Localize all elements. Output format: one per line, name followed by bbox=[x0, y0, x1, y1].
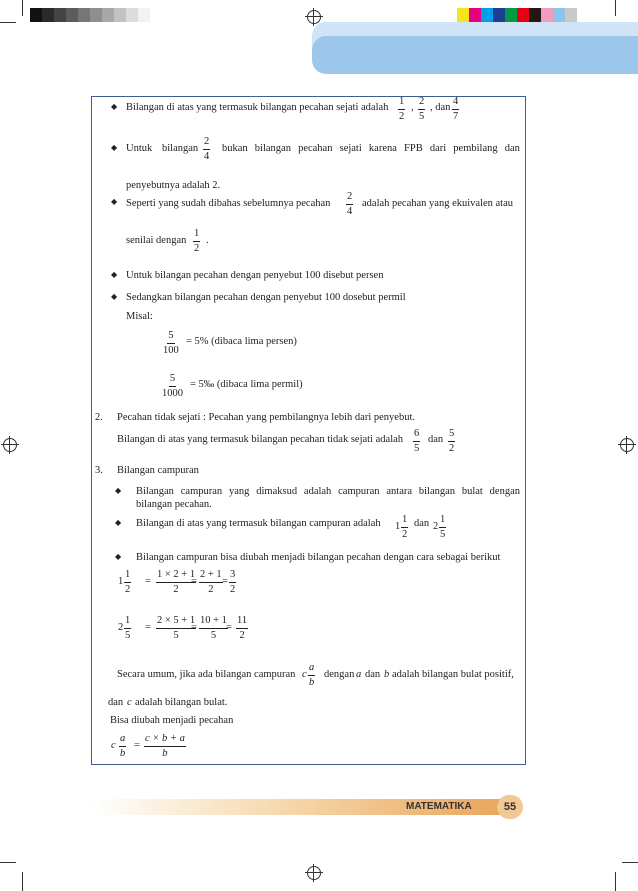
word: campuran bbox=[338, 486, 380, 497]
sec1-b3-continuation: senilai dengan bbox=[126, 235, 187, 246]
general-word: adalah bilangan bulat. bbox=[135, 697, 228, 708]
fraction: $\frac{11}{2}$ bbox=[237, 615, 248, 641]
sec3-b1-continuation: bilangan pecahan. bbox=[136, 499, 212, 510]
word: dan bbox=[504, 143, 520, 154]
fraction: $\frac{a}{b}$ bbox=[120, 733, 126, 759]
fraction: $\frac{c \times b + a}{b}$ bbox=[145, 733, 185, 759]
mixed-whole: 2 bbox=[433, 521, 439, 532]
fraction: $\frac{3}{2}$ bbox=[230, 569, 236, 595]
fraction: $\frac{1}{5}$ bbox=[125, 615, 131, 641]
section-number: 2. bbox=[95, 412, 103, 423]
sec2-title: Pecahan tidak sejati : Pecahan yang pembilangnya lebih dari penyebut. bbox=[117, 412, 415, 423]
word: yang bbox=[228, 486, 250, 497]
word: bilangan bbox=[418, 486, 456, 497]
color-swatch bbox=[541, 8, 553, 22]
general-word: dengan bbox=[324, 669, 355, 680]
sec1-b4-text: Untuk bilangan pecahan dengan penyebut 100 disebut persen bbox=[126, 270, 384, 281]
conjunction: dan bbox=[414, 518, 430, 529]
registration-mark-icon bbox=[307, 866, 321, 880]
bullet-icon: ◆ bbox=[111, 143, 118, 152]
misal-label: Misal: bbox=[126, 311, 153, 322]
fraction: $\frac{6}{5}$ bbox=[414, 428, 420, 454]
mixed-whole: 2 bbox=[118, 622, 124, 633]
general-statement: Secara umum, jika ada bilangan campuran bbox=[117, 669, 296, 680]
sec3-b2-text: Bilangan di atas yang termasuk bilangan campuran adalah bbox=[136, 518, 381, 529]
color-swatch bbox=[565, 8, 577, 22]
word: Bilangan bbox=[136, 486, 174, 497]
fraction: $\frac{1}{2}$ bbox=[402, 514, 408, 540]
fraction: $\frac{5}{2}$ bbox=[449, 428, 455, 454]
fraction: $\frac{2 + 1}{2}$ bbox=[200, 569, 222, 595]
registration-mark-icon bbox=[3, 438, 17, 452]
fraction: $\frac{1 \times 2 + 1}{2}$ bbox=[157, 569, 196, 595]
mixed-whole: 1 bbox=[118, 576, 124, 587]
sec1-b2-word: Untuk bbox=[126, 143, 153, 154]
color-swatch bbox=[126, 8, 138, 22]
color-swatch bbox=[457, 8, 469, 22]
fraction: $\frac{4}{7}$ bbox=[453, 96, 459, 122]
color-swatch bbox=[66, 8, 78, 22]
color-swatch bbox=[102, 8, 114, 22]
fraction: $\frac{a}{b}$ bbox=[309, 662, 315, 688]
sec3-title: Bilangan campuran bbox=[117, 465, 199, 476]
fraction: $\frac{1}{2}$ bbox=[125, 569, 131, 595]
color-swatch bbox=[54, 8, 66, 22]
word: bulat bbox=[461, 486, 483, 497]
conjunction: dan bbox=[428, 434, 444, 445]
general-word: dan bbox=[365, 669, 381, 680]
sec3-b3-text: Bilangan campuran bisa diubah menjadi bilangan pecahan dengan cara sebagai berikut bbox=[136, 552, 501, 563]
fraction: $\frac{5}{1000}$ bbox=[162, 373, 183, 399]
bullet-icon: ◆ bbox=[111, 270, 118, 279]
fraction: $\frac{10 + 1}{5}$ bbox=[200, 615, 227, 641]
equals-sign: = bbox=[226, 622, 232, 633]
sec1-b5-text: Sedangkan bilangan pecahan dengan penyebut 100 dosebut permil bbox=[126, 292, 406, 303]
bullet-icon: ◆ bbox=[115, 486, 122, 495]
crop-mark bbox=[0, 22, 16, 23]
general-word: adalah bilangan bulat positif, bbox=[392, 669, 514, 680]
word: pembilang bbox=[453, 143, 498, 154]
word: campuran bbox=[180, 486, 223, 497]
word: pecahan bbox=[298, 143, 333, 154]
sec1-b2-word: bilangan bbox=[162, 143, 199, 154]
equals-sign: = bbox=[134, 740, 140, 751]
sec1-b3-text: Seperti yang sudah dibahas sebelumnya pecahan bbox=[126, 198, 331, 209]
word: karena bbox=[368, 143, 397, 154]
crop-mark bbox=[622, 862, 638, 863]
crop-mark bbox=[615, 0, 616, 16]
grayscale-color-bar bbox=[30, 8, 150, 22]
bisa-text: Bisa diubah menjadi pecahan bbox=[110, 715, 234, 726]
example-percent: = 5% (dibaca lima persen) bbox=[186, 336, 297, 347]
comma: , bbox=[411, 102, 414, 113]
crop-mark bbox=[22, 0, 23, 16]
color-swatch bbox=[505, 8, 517, 22]
fraction: $\frac{2}{5}$ bbox=[419, 96, 425, 122]
subject-label: MATEMATIKA bbox=[406, 801, 472, 812]
color-swatch bbox=[469, 8, 481, 22]
sec1-b3-rest: adalah pecahan yang ekuivalen atau bbox=[362, 198, 514, 209]
color-swatch bbox=[114, 8, 126, 22]
equals-sign: = bbox=[222, 576, 228, 587]
section-number: 3. bbox=[95, 465, 103, 476]
sec1-b1-text: Bilangan di atas yang termasuk bilangan pecahan sejati adalah bbox=[126, 102, 389, 113]
word: antara bbox=[386, 486, 413, 497]
color-swatch bbox=[493, 8, 505, 22]
fraction: $\frac{1}{2}$ bbox=[194, 228, 200, 254]
equals-sign: = bbox=[145, 576, 151, 587]
general-word: dan bbox=[108, 697, 124, 708]
crop-mark bbox=[0, 862, 16, 863]
color-swatch bbox=[42, 8, 54, 22]
var-c: c bbox=[127, 697, 132, 708]
bullet-icon: ◆ bbox=[115, 552, 122, 561]
color-swatch bbox=[529, 8, 541, 22]
process-color-bar bbox=[457, 8, 577, 22]
crop-mark bbox=[22, 872, 23, 891]
period: . bbox=[206, 235, 209, 246]
word: sejati bbox=[339, 143, 362, 154]
mixed-whole: 1 bbox=[395, 521, 401, 532]
fraction: $\frac{2}{4}$ bbox=[204, 136, 210, 162]
sec2-line: Bilangan di atas yang termasuk bilangan pecahan tidak sejati adalah bbox=[117, 434, 404, 445]
fraction: $\frac{2 \times 5 + 1}{5}$ bbox=[157, 615, 196, 641]
fraction: $\frac{1}{2}$ bbox=[399, 96, 405, 122]
color-swatch bbox=[90, 8, 102, 22]
registration-mark-icon bbox=[307, 10, 321, 24]
example-permil: = 5‰ (dibaca lima permil) bbox=[190, 379, 303, 390]
color-swatch bbox=[30, 8, 42, 22]
var-a: a bbox=[356, 669, 362, 680]
equals-sign: = bbox=[145, 622, 151, 633]
var-c: c bbox=[111, 740, 116, 751]
word: bilangan bbox=[254, 143, 291, 154]
word: dengan bbox=[489, 486, 520, 497]
sec1-b2-text bbox=[222, 143, 520, 155]
color-swatch bbox=[517, 8, 529, 22]
word: dari bbox=[429, 143, 447, 154]
bullet-icon: ◆ bbox=[111, 197, 118, 206]
registration-mark-icon bbox=[620, 438, 634, 452]
sec3-b1-text bbox=[136, 486, 520, 498]
equals-sign: = bbox=[191, 576, 197, 587]
word: FPB bbox=[404, 143, 423, 154]
bullet-icon: ◆ bbox=[111, 292, 118, 301]
word: bukan bbox=[222, 143, 248, 154]
color-swatch bbox=[481, 8, 493, 22]
equals-sign: = bbox=[191, 622, 197, 633]
bullet-icon: ◆ bbox=[115, 518, 122, 527]
fraction: $\frac{2}{4}$ bbox=[347, 191, 353, 217]
word: dimaksud bbox=[256, 486, 298, 497]
color-swatch bbox=[138, 8, 150, 22]
var-b: b bbox=[384, 669, 390, 680]
color-swatch bbox=[553, 8, 565, 22]
bullet-icon: ◆ bbox=[111, 102, 118, 111]
crop-mark bbox=[615, 872, 616, 891]
color-swatch bbox=[78, 8, 90, 22]
word: adalah bbox=[303, 486, 332, 497]
page-number: 55 bbox=[497, 795, 523, 819]
fraction: $\frac{5}{100}$ bbox=[163, 330, 179, 356]
conjunction: , dan bbox=[430, 102, 451, 113]
header-band-inner bbox=[312, 36, 638, 74]
var-c: c bbox=[302, 669, 307, 680]
sec1-b2-continuation: penyebutnya adalah 2. bbox=[126, 180, 221, 191]
fraction: $\frac{1}{5}$ bbox=[440, 514, 446, 540]
